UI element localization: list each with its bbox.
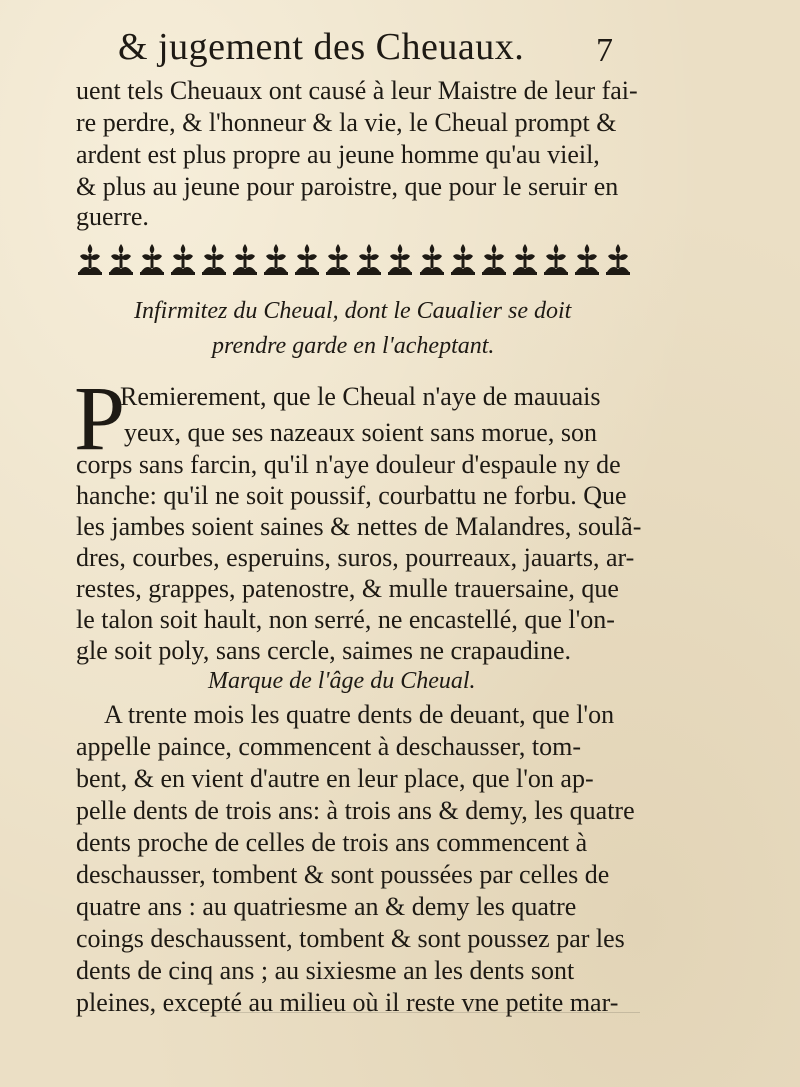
fleuron-ornament-icon (604, 242, 632, 276)
fleuron-ornament-icon (231, 242, 259, 276)
paragraph-line: corps sans farcin, qu'il n'aye douleur d'espaule ny de (76, 450, 621, 479)
fleuron-ornament-icon (200, 242, 228, 276)
intro-line: re perdre, & l'honneur & la vie, le Cheual prompt & (76, 108, 617, 137)
fleuron-ornament-icon (169, 242, 197, 276)
intro-line: guerre. (76, 202, 149, 231)
fleuron-ornament-icon (449, 242, 477, 276)
paragraph-line: quatre ans : au quatriesme an & demy les quatre (76, 892, 577, 921)
paragraph-line: appelle paince, commencent à deschausser, tom- (76, 732, 582, 761)
paragraph-line: pleines, excepté au milieu où il reste vne petite mar- (76, 988, 619, 1017)
fleuron-ornament-icon (76, 242, 104, 276)
fleuron-ornament-icon (293, 242, 321, 276)
fleuron-ornament-icon (138, 242, 166, 276)
ornament-band (76, 240, 632, 276)
fleuron-ornament-icon (573, 242, 601, 276)
intro-line: ardent est plus propre au jeune homme qu'au vieil, (76, 140, 600, 169)
intro-line: & plus au jeune pour paroistre, que pour le seruir en (76, 172, 619, 201)
page-edge-shadow (200, 1012, 640, 1013)
paragraph-line: dents proche de celles de trois ans commencent à (76, 828, 588, 857)
paragraph-line: le talon soit hault, non serré, ne encastellé, que l'on- (76, 605, 615, 634)
paragraph-line: bent, & en vient d'autre en leur place, que l'on ap- (76, 764, 594, 793)
page-number: 7 (596, 32, 613, 69)
paragraph-line: deschausser, tombent & sont poussées par celles de (76, 860, 610, 889)
paragraph-line: yeux, que ses nazeaux soient sans morue, son (124, 418, 597, 447)
paragraph-line: hanche: qu'il ne soit poussif, courbattu ne forbu. Que (76, 481, 627, 510)
paragraph-line: Remierement, que le Cheual n'aye de mauuais (120, 382, 601, 411)
fleuron-ornament-icon (262, 242, 290, 276)
paragraph-line: A trente mois les quatre dents de deuant, que l'on (104, 700, 615, 729)
fleuron-ornament-icon (355, 242, 383, 276)
fleuron-ornament-icon (511, 242, 539, 276)
fleuron-ornament-icon (107, 242, 135, 276)
paragraph-line: restes, grappes, patenostre, & mulle trauersaine, que (76, 574, 619, 603)
fleuron-ornament-icon (324, 242, 352, 276)
fleuron-ornament-icon (386, 242, 414, 276)
running-title: & jugement des Cheuaux. (118, 26, 525, 68)
paragraph-line: les jambes soient saines & nettes de Malandres, soulã- (76, 512, 642, 541)
intro-line: uent tels Cheuaux ont causé à leur Maistre de leur fai- (76, 76, 638, 105)
fleuron-ornament-icon (542, 242, 570, 276)
section-heading-infirmities: Infirmitez du Cheual, dont le Caualier se doit (134, 298, 572, 324)
paragraph-line: coings deschaussent, tombent & sont poussez par les (76, 924, 625, 953)
paragraph-line: dents de cinq ans ; au sixiesme an les dents sont (76, 956, 575, 985)
paragraph-line: pelle dents de trois ans: à trois ans & demy, les quatre (76, 796, 635, 825)
drop-cap: P (74, 367, 126, 469)
section-heading-age: Marque de l'âge du Cheual. (208, 668, 476, 694)
section-heading-infirmities-cont: prendre garde en l'acheptant. (212, 333, 495, 359)
paragraph-line: dres, courbes, esperuins, suros, pourreaux, jauarts, ar- (76, 543, 635, 572)
paragraph-line: gle soit poly, sans cercle, saimes ne crapaudine. (76, 636, 572, 665)
fleuron-ornament-icon (418, 242, 446, 276)
fleuron-ornament-icon (480, 242, 508, 276)
